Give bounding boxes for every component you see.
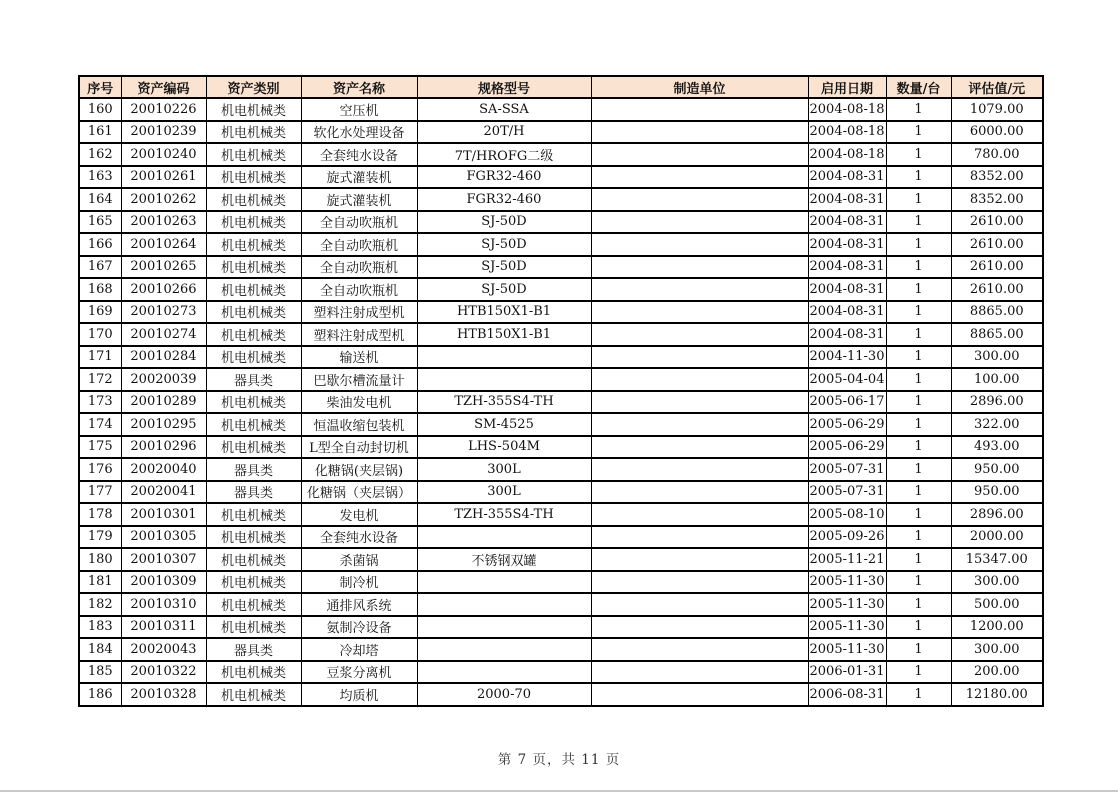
cell-maker [591, 278, 808, 301]
cell-date: 2005-11-30 [808, 616, 886, 639]
cell-value: 8352.00 [951, 188, 1043, 211]
cell-qty: 1 [886, 683, 951, 706]
cell-qty: 1 [886, 346, 951, 369]
cell-serial: 175 [79, 436, 121, 459]
cell-date: 2005-11-30 [808, 638, 886, 661]
cell-spec: HTB150X1-B1 [417, 301, 591, 324]
cell-code: 20020043 [121, 638, 206, 661]
cell-category: 机电机械类 [206, 211, 301, 234]
cell-qty: 1 [886, 323, 951, 346]
cell-maker [591, 211, 808, 234]
table-row [79, 458, 1043, 481]
table-row [79, 278, 1043, 301]
table-body [79, 98, 1043, 706]
cell-qty: 1 [886, 481, 951, 504]
cell-code: 20010239 [121, 121, 206, 144]
cell-serial: 179 [79, 526, 121, 549]
cell-code: 20010266 [121, 278, 206, 301]
cell-serial: 166 [79, 233, 121, 256]
cell-value: 2896.00 [951, 391, 1043, 414]
cell-name: 塑料注射成型机 [301, 323, 417, 346]
cell-code: 20010263 [121, 211, 206, 234]
cell-qty: 1 [886, 188, 951, 211]
table-row [79, 346, 1043, 369]
cell-date: 2005-08-10 [808, 503, 886, 526]
cell-name: 柴油发电机 [301, 391, 417, 414]
cell-code: 20010328 [121, 683, 206, 706]
cell-name: 均质机 [301, 683, 417, 706]
column-header-value: 评估值/元 [951, 76, 1043, 98]
cell-name: 全套纯水设备 [301, 526, 417, 549]
cell-maker [591, 548, 808, 571]
cell-category: 机电机械类 [206, 571, 301, 594]
cell-category: 机电机械类 [206, 661, 301, 684]
cell-serial: 171 [79, 346, 121, 369]
cell-category: 机电机械类 [206, 323, 301, 346]
table-row [79, 211, 1043, 234]
cell-spec [417, 346, 591, 369]
cell-spec: SJ-50D [417, 211, 591, 234]
cell-category: 机电机械类 [206, 98, 301, 121]
table-row [79, 98, 1043, 121]
cell-serial: 169 [79, 301, 121, 324]
cell-qty: 1 [886, 301, 951, 324]
cell-spec: SJ-50D [417, 233, 591, 256]
cell-qty: 1 [886, 616, 951, 639]
table-row [79, 166, 1043, 189]
cell-code: 20010295 [121, 413, 206, 436]
cell-date: 2005-04-04 [808, 368, 886, 391]
cell-spec: LHS-504M [417, 436, 591, 459]
cell-name: 输送机 [301, 346, 417, 369]
cell-code: 20020041 [121, 481, 206, 504]
cell-date: 2004-08-31 [808, 166, 886, 189]
cell-serial: 163 [79, 166, 121, 189]
cell-value: 1200.00 [951, 616, 1043, 639]
cell-date: 2004-08-31 [808, 301, 886, 324]
cell-serial: 181 [79, 571, 121, 594]
table-row [79, 481, 1043, 504]
table-row [79, 391, 1043, 414]
cell-name: 旋式灌装机 [301, 188, 417, 211]
cell-maker [591, 256, 808, 279]
cell-code: 20010322 [121, 661, 206, 684]
cell-maker [591, 413, 808, 436]
cell-qty: 1 [886, 143, 951, 166]
table-row [79, 661, 1043, 684]
cell-category: 机电机械类 [206, 436, 301, 459]
cell-name: 空压机 [301, 98, 417, 121]
cell-qty: 1 [886, 166, 951, 189]
cell-value: 500.00 [951, 593, 1043, 616]
cell-date: 2005-09-26 [808, 526, 886, 549]
cell-name: 全自动吹瓶机 [301, 233, 417, 256]
cell-date: 2004-08-18 [808, 98, 886, 121]
cell-date: 2005-06-29 [808, 436, 886, 459]
cell-serial: 183 [79, 616, 121, 639]
cell-maker [591, 233, 808, 256]
cell-maker [591, 346, 808, 369]
cell-date: 2004-08-31 [808, 233, 886, 256]
cell-code: 20010265 [121, 256, 206, 279]
cell-spec: 2000-70 [417, 683, 591, 706]
cell-maker [591, 143, 808, 166]
cell-name: 全自动吹瓶机 [301, 278, 417, 301]
cell-category: 机电机械类 [206, 256, 301, 279]
cell-value: 493.00 [951, 436, 1043, 459]
cell-category: 机电机械类 [206, 391, 301, 414]
table-row [79, 301, 1043, 324]
page-number-footer: 第 7 页，共 11 页 [497, 752, 621, 768]
cell-code: 20010284 [121, 346, 206, 369]
table-row [79, 593, 1043, 616]
cell-date: 2004-08-18 [808, 143, 886, 166]
table-header [79, 76, 1043, 98]
cell-date: 2005-07-31 [808, 481, 886, 504]
cell-value: 1079.00 [951, 98, 1043, 121]
cell-maker [591, 593, 808, 616]
cell-value: 950.00 [951, 481, 1043, 504]
cell-maker [591, 301, 808, 324]
table-row [79, 143, 1043, 166]
cell-name: 化糖锅（夹层锅） [301, 481, 417, 504]
cell-spec: 7T/HROFG二级 [417, 143, 591, 166]
cell-value: 6000.00 [951, 121, 1043, 144]
table-row [79, 436, 1043, 459]
asset-table [78, 75, 1044, 707]
cell-name: 软化水处理设备 [301, 121, 417, 144]
cell-code: 20010262 [121, 188, 206, 211]
cell-code: 20010274 [121, 323, 206, 346]
cell-qty: 1 [886, 278, 951, 301]
cell-serial: 180 [79, 548, 121, 571]
cell-date: 2004-08-31 [808, 188, 886, 211]
cell-serial: 178 [79, 503, 121, 526]
cell-category: 机电机械类 [206, 188, 301, 211]
cell-date: 2005-07-31 [808, 458, 886, 481]
cell-spec [417, 593, 591, 616]
cell-category: 器具类 [206, 481, 301, 504]
cell-spec: SJ-50D [417, 256, 591, 279]
cell-code: 20010307 [121, 548, 206, 571]
column-header-code: 资产编码 [121, 76, 206, 98]
cell-maker [591, 98, 808, 121]
cell-value: 2610.00 [951, 278, 1043, 301]
cell-qty: 1 [886, 548, 951, 571]
cell-spec: FGR32-460 [417, 188, 591, 211]
table-row [79, 413, 1043, 436]
cell-category: 机电机械类 [206, 526, 301, 549]
column-header-spec: 规格型号 [417, 76, 591, 98]
cell-code: 20010289 [121, 391, 206, 414]
cell-qty: 1 [886, 233, 951, 256]
cell-date: 2005-11-30 [808, 593, 886, 616]
cell-spec: TZH-355S4-TH [417, 391, 591, 414]
cell-category: 机电机械类 [206, 413, 301, 436]
cell-value: 780.00 [951, 143, 1043, 166]
cell-name: 发电机 [301, 503, 417, 526]
cell-maker [591, 526, 808, 549]
cell-maker [591, 323, 808, 346]
cell-spec [417, 571, 591, 594]
cell-name: 旋式灌装机 [301, 166, 417, 189]
cell-name: 制冷机 [301, 571, 417, 594]
cell-serial: 182 [79, 593, 121, 616]
cell-maker [591, 188, 808, 211]
page-bottom-divider [0, 790, 1118, 792]
cell-name: 全自动吹瓶机 [301, 256, 417, 279]
cell-date: 2004-08-31 [808, 256, 886, 279]
cell-spec [417, 661, 591, 684]
cell-value: 2000.00 [951, 526, 1043, 549]
table-row [79, 188, 1043, 211]
cell-date: 2004-08-31 [808, 211, 886, 234]
cell-date: 2004-08-31 [808, 278, 886, 301]
cell-qty: 1 [886, 661, 951, 684]
cell-serial: 173 [79, 391, 121, 414]
cell-date: 2004-08-31 [808, 323, 886, 346]
cell-maker [591, 121, 808, 144]
cell-serial: 167 [79, 256, 121, 279]
cell-value: 950.00 [951, 458, 1043, 481]
cell-value: 2610.00 [951, 256, 1043, 279]
cell-name: 巴歇尔槽流量计 [301, 368, 417, 391]
cell-name: 冷却塔 [301, 638, 417, 661]
cell-code: 20010240 [121, 143, 206, 166]
cell-value: 100.00 [951, 368, 1043, 391]
cell-maker [591, 368, 808, 391]
cell-serial: 176 [79, 458, 121, 481]
cell-name: L型全自动封切机 [301, 436, 417, 459]
table-row [79, 616, 1043, 639]
cell-name: 杀菌锅 [301, 548, 417, 571]
cell-maker [591, 503, 808, 526]
cell-value: 300.00 [951, 638, 1043, 661]
cell-serial: 168 [79, 278, 121, 301]
cell-date: 2004-11-30 [808, 346, 886, 369]
cell-value: 322.00 [951, 413, 1043, 436]
cell-date: 2005-11-21 [808, 548, 886, 571]
cell-name: 全自动吹瓶机 [301, 211, 417, 234]
cell-name: 氨制冷设备 [301, 616, 417, 639]
cell-spec [417, 638, 591, 661]
cell-code: 20010305 [121, 526, 206, 549]
table-row [79, 368, 1043, 391]
cell-qty: 1 [886, 503, 951, 526]
cell-name: 全套纯水设备 [301, 143, 417, 166]
cell-spec: 20T/H [417, 121, 591, 144]
cell-maker [591, 481, 808, 504]
cell-date: 2005-06-29 [808, 413, 886, 436]
table-row [79, 503, 1043, 526]
cell-maker [591, 391, 808, 414]
cell-serial: 161 [79, 121, 121, 144]
cell-date: 2006-01-31 [808, 661, 886, 684]
cell-name: 恒温收缩包装机 [301, 413, 417, 436]
column-header-category: 资产类别 [206, 76, 301, 98]
cell-spec [417, 526, 591, 549]
cell-serial: 184 [79, 638, 121, 661]
cell-maker [591, 166, 808, 189]
cell-maker [591, 616, 808, 639]
cell-category: 机电机械类 [206, 301, 301, 324]
cell-category: 机电机械类 [206, 593, 301, 616]
cell-value: 8865.00 [951, 301, 1043, 324]
table-row [79, 256, 1043, 279]
cell-serial: 174 [79, 413, 121, 436]
cell-category: 机电机械类 [206, 166, 301, 189]
table-row [79, 526, 1043, 549]
cell-spec: 300L [417, 458, 591, 481]
table-row [79, 233, 1043, 256]
cell-code: 20010264 [121, 233, 206, 256]
cell-name: 化糖锅(夹层锅) [301, 458, 417, 481]
cell-maker [591, 683, 808, 706]
cell-qty: 1 [886, 256, 951, 279]
cell-serial: 160 [79, 98, 121, 121]
cell-serial: 164 [79, 188, 121, 211]
table-row [79, 548, 1043, 571]
cell-code: 20020040 [121, 458, 206, 481]
cell-name: 豆浆分离机 [301, 661, 417, 684]
cell-serial: 172 [79, 368, 121, 391]
cell-serial: 162 [79, 143, 121, 166]
cell-category: 机电机械类 [206, 233, 301, 256]
cell-category: 机电机械类 [206, 548, 301, 571]
cell-category: 机电机械类 [206, 143, 301, 166]
table-row [79, 638, 1043, 661]
column-header-serial: 序号 [79, 76, 121, 98]
cell-serial: 177 [79, 481, 121, 504]
cell-maker [591, 661, 808, 684]
cell-value: 300.00 [951, 346, 1043, 369]
cell-qty: 1 [886, 121, 951, 144]
cell-spec: TZH-355S4-TH [417, 503, 591, 526]
cell-qty: 1 [886, 211, 951, 234]
cell-value: 300.00 [951, 571, 1043, 594]
cell-spec: SJ-50D [417, 278, 591, 301]
cell-spec [417, 368, 591, 391]
table-header-row [79, 76, 1043, 98]
column-header-qty: 数量/台 [886, 76, 951, 98]
cell-spec: FGR32-460 [417, 166, 591, 189]
cell-code: 20020039 [121, 368, 206, 391]
cell-serial: 170 [79, 323, 121, 346]
cell-qty: 1 [886, 391, 951, 414]
cell-value: 2610.00 [951, 211, 1043, 234]
cell-spec: SA-SSA [417, 98, 591, 121]
cell-category: 机电机械类 [206, 278, 301, 301]
cell-spec [417, 616, 591, 639]
cell-spec: HTB150X1-B1 [417, 323, 591, 346]
cell-date: 2004-08-18 [808, 121, 886, 144]
cell-qty: 1 [886, 98, 951, 121]
cell-maker [591, 436, 808, 459]
table-row [79, 121, 1043, 144]
cell-value: 200.00 [951, 661, 1043, 684]
cell-code: 20010310 [121, 593, 206, 616]
cell-name: 通排风系统 [301, 593, 417, 616]
cell-qty: 1 [886, 368, 951, 391]
cell-category: 机电机械类 [206, 616, 301, 639]
cell-code: 20010261 [121, 166, 206, 189]
cell-name: 塑料注射成型机 [301, 301, 417, 324]
cell-category: 器具类 [206, 458, 301, 481]
cell-category: 机电机械类 [206, 683, 301, 706]
cell-category: 机电机械类 [206, 503, 301, 526]
cell-serial: 185 [79, 661, 121, 684]
table-row [79, 323, 1043, 346]
cell-spec: 不锈钢双罐 [417, 548, 591, 571]
cell-date: 2005-06-17 [808, 391, 886, 414]
cell-spec: SM-4525 [417, 413, 591, 436]
cell-value: 15347.00 [951, 548, 1043, 571]
cell-category: 机电机械类 [206, 121, 301, 144]
table-row [79, 683, 1043, 706]
cell-value: 12180.00 [951, 683, 1043, 706]
cell-value: 2610.00 [951, 233, 1043, 256]
table-row [79, 571, 1043, 594]
column-header-maker: 制造单位 [591, 76, 808, 98]
cell-qty: 1 [886, 638, 951, 661]
cell-qty: 1 [886, 526, 951, 549]
cell-value: 8865.00 [951, 323, 1043, 346]
column-header-name: 资产名称 [301, 76, 417, 98]
cell-code: 20010226 [121, 98, 206, 121]
cell-qty: 1 [886, 593, 951, 616]
cell-category: 机电机械类 [206, 346, 301, 369]
cell-maker [591, 571, 808, 594]
cell-qty: 1 [886, 458, 951, 481]
cell-code: 20010311 [121, 616, 206, 639]
cell-value: 8352.00 [951, 166, 1043, 189]
cell-code: 20010296 [121, 436, 206, 459]
cell-spec: 300L [417, 481, 591, 504]
cell-serial: 186 [79, 683, 121, 706]
cell-code: 20010309 [121, 571, 206, 594]
cell-category: 器具类 [206, 368, 301, 391]
cell-code: 20010273 [121, 301, 206, 324]
cell-date: 2006-08-31 [808, 683, 886, 706]
cell-maker [591, 458, 808, 481]
cell-serial: 165 [79, 211, 121, 234]
cell-qty: 1 [886, 413, 951, 436]
cell-category: 器具类 [206, 638, 301, 661]
cell-maker [591, 638, 808, 661]
cell-code: 20010301 [121, 503, 206, 526]
cell-qty: 1 [886, 436, 951, 459]
column-header-date: 启用日期 [808, 76, 886, 98]
cell-date: 2005-11-30 [808, 571, 886, 594]
cell-qty: 1 [886, 571, 951, 594]
cell-value: 2896.00 [951, 503, 1043, 526]
